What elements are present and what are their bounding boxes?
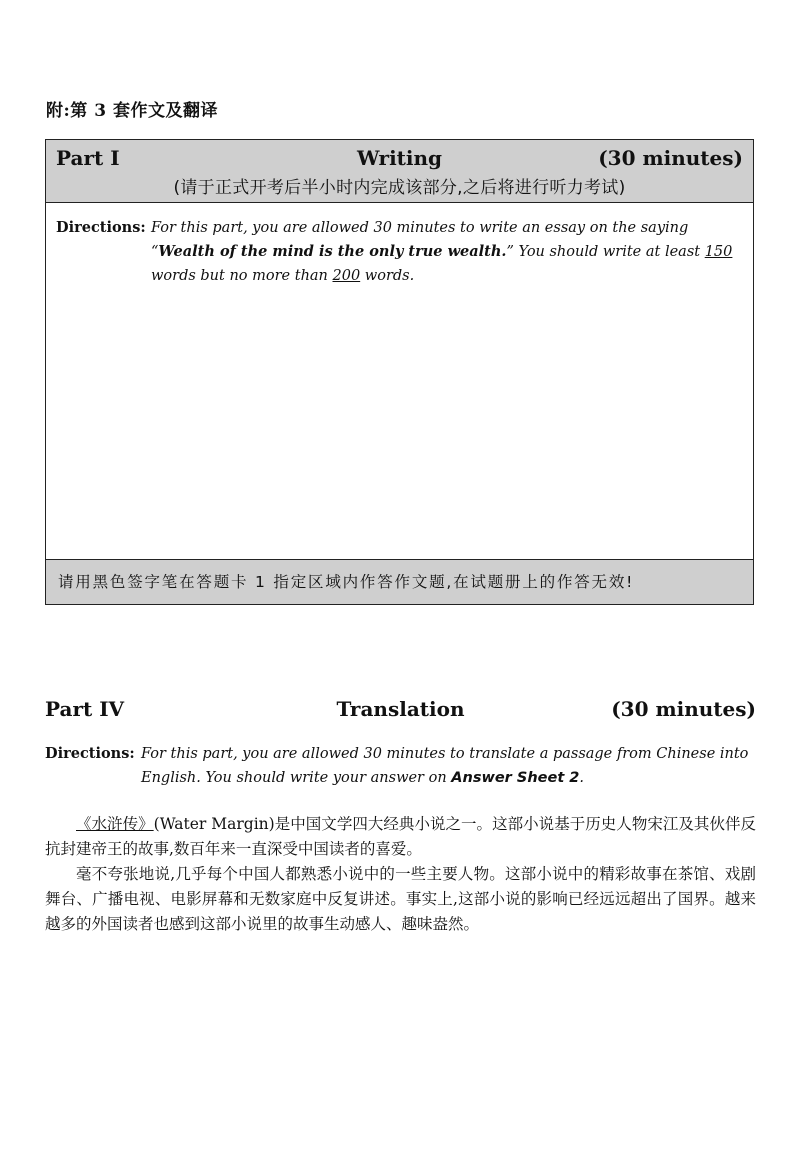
book-title: 《水浒传》 (76, 815, 154, 833)
passage-paragraph-1: 《水浒传》(Water Margin)是中国文学四大经典小说之一。这部小说基于历史人物宋江及其伙伴反抗封建帝王的故事,数百年来一直深受中国读者的喜爱。 (45, 815, 756, 858)
translation-time: (30 minutes) (611, 697, 756, 721)
translation-directions-label: Directions: (45, 745, 135, 762)
min-words: 150 (704, 244, 733, 260)
translation-title: Translation (336, 697, 465, 721)
writing-title: Writing (356, 146, 443, 170)
writing-footer-notice: 请用黑色签字笔在答题卡 1 指定区域内作答作文题,在试题册上的作答无效! (46, 559, 753, 604)
translation-directions-text: For this part, you are allowed 30 minutes to translate a passage from Chinese into English. You should write your answer on Answer Sheet 2. (141, 746, 749, 786)
writing-time: (30 minutes) (598, 146, 743, 170)
passage-paragraph-2: 毫不夸张地说,几乎每个中国人都熟悉小说中的一些主要人物。这部小说中的精彩故事在茶馆、戏剧舞台、广播电视、电影屏幕和无数家庭中反复讲述。事实上,这部小说的影响已经远远超出了国界。越来越多的外国读者也感到这部小说里的故事生动感人、趣味盎然。 (45, 865, 756, 933)
writing-directions (46, 216, 753, 288)
writing-directions-label: Directions: (56, 219, 146, 236)
translation-passage (45, 812, 756, 937)
writing-directions-text: For this part, you are allowed 30 minutes to write an essay on the saying “Wealth of the mind is the only true wealth.” You should write at least 150 words but no more than 200 words. (151, 220, 733, 284)
writing-part-label: Part I (56, 146, 120, 170)
max-words: 200 (332, 268, 361, 284)
translation-directions (45, 742, 756, 790)
page-heading: 附:第 3 套作文及翻译 (46, 101, 218, 121)
writing-section (45, 139, 754, 605)
translation-header (45, 697, 756, 725)
writing-header (46, 140, 753, 203)
essay-saying: Wealth of the mind is the only true wealth. (158, 243, 507, 260)
answer-sheet-label: Answer Sheet 2 (451, 770, 580, 786)
writing-note: (请于正式开考后半小时内完成该部分,之后将进行听力考试) (173, 178, 626, 198)
translation-part-label: Part IV (45, 697, 125, 721)
